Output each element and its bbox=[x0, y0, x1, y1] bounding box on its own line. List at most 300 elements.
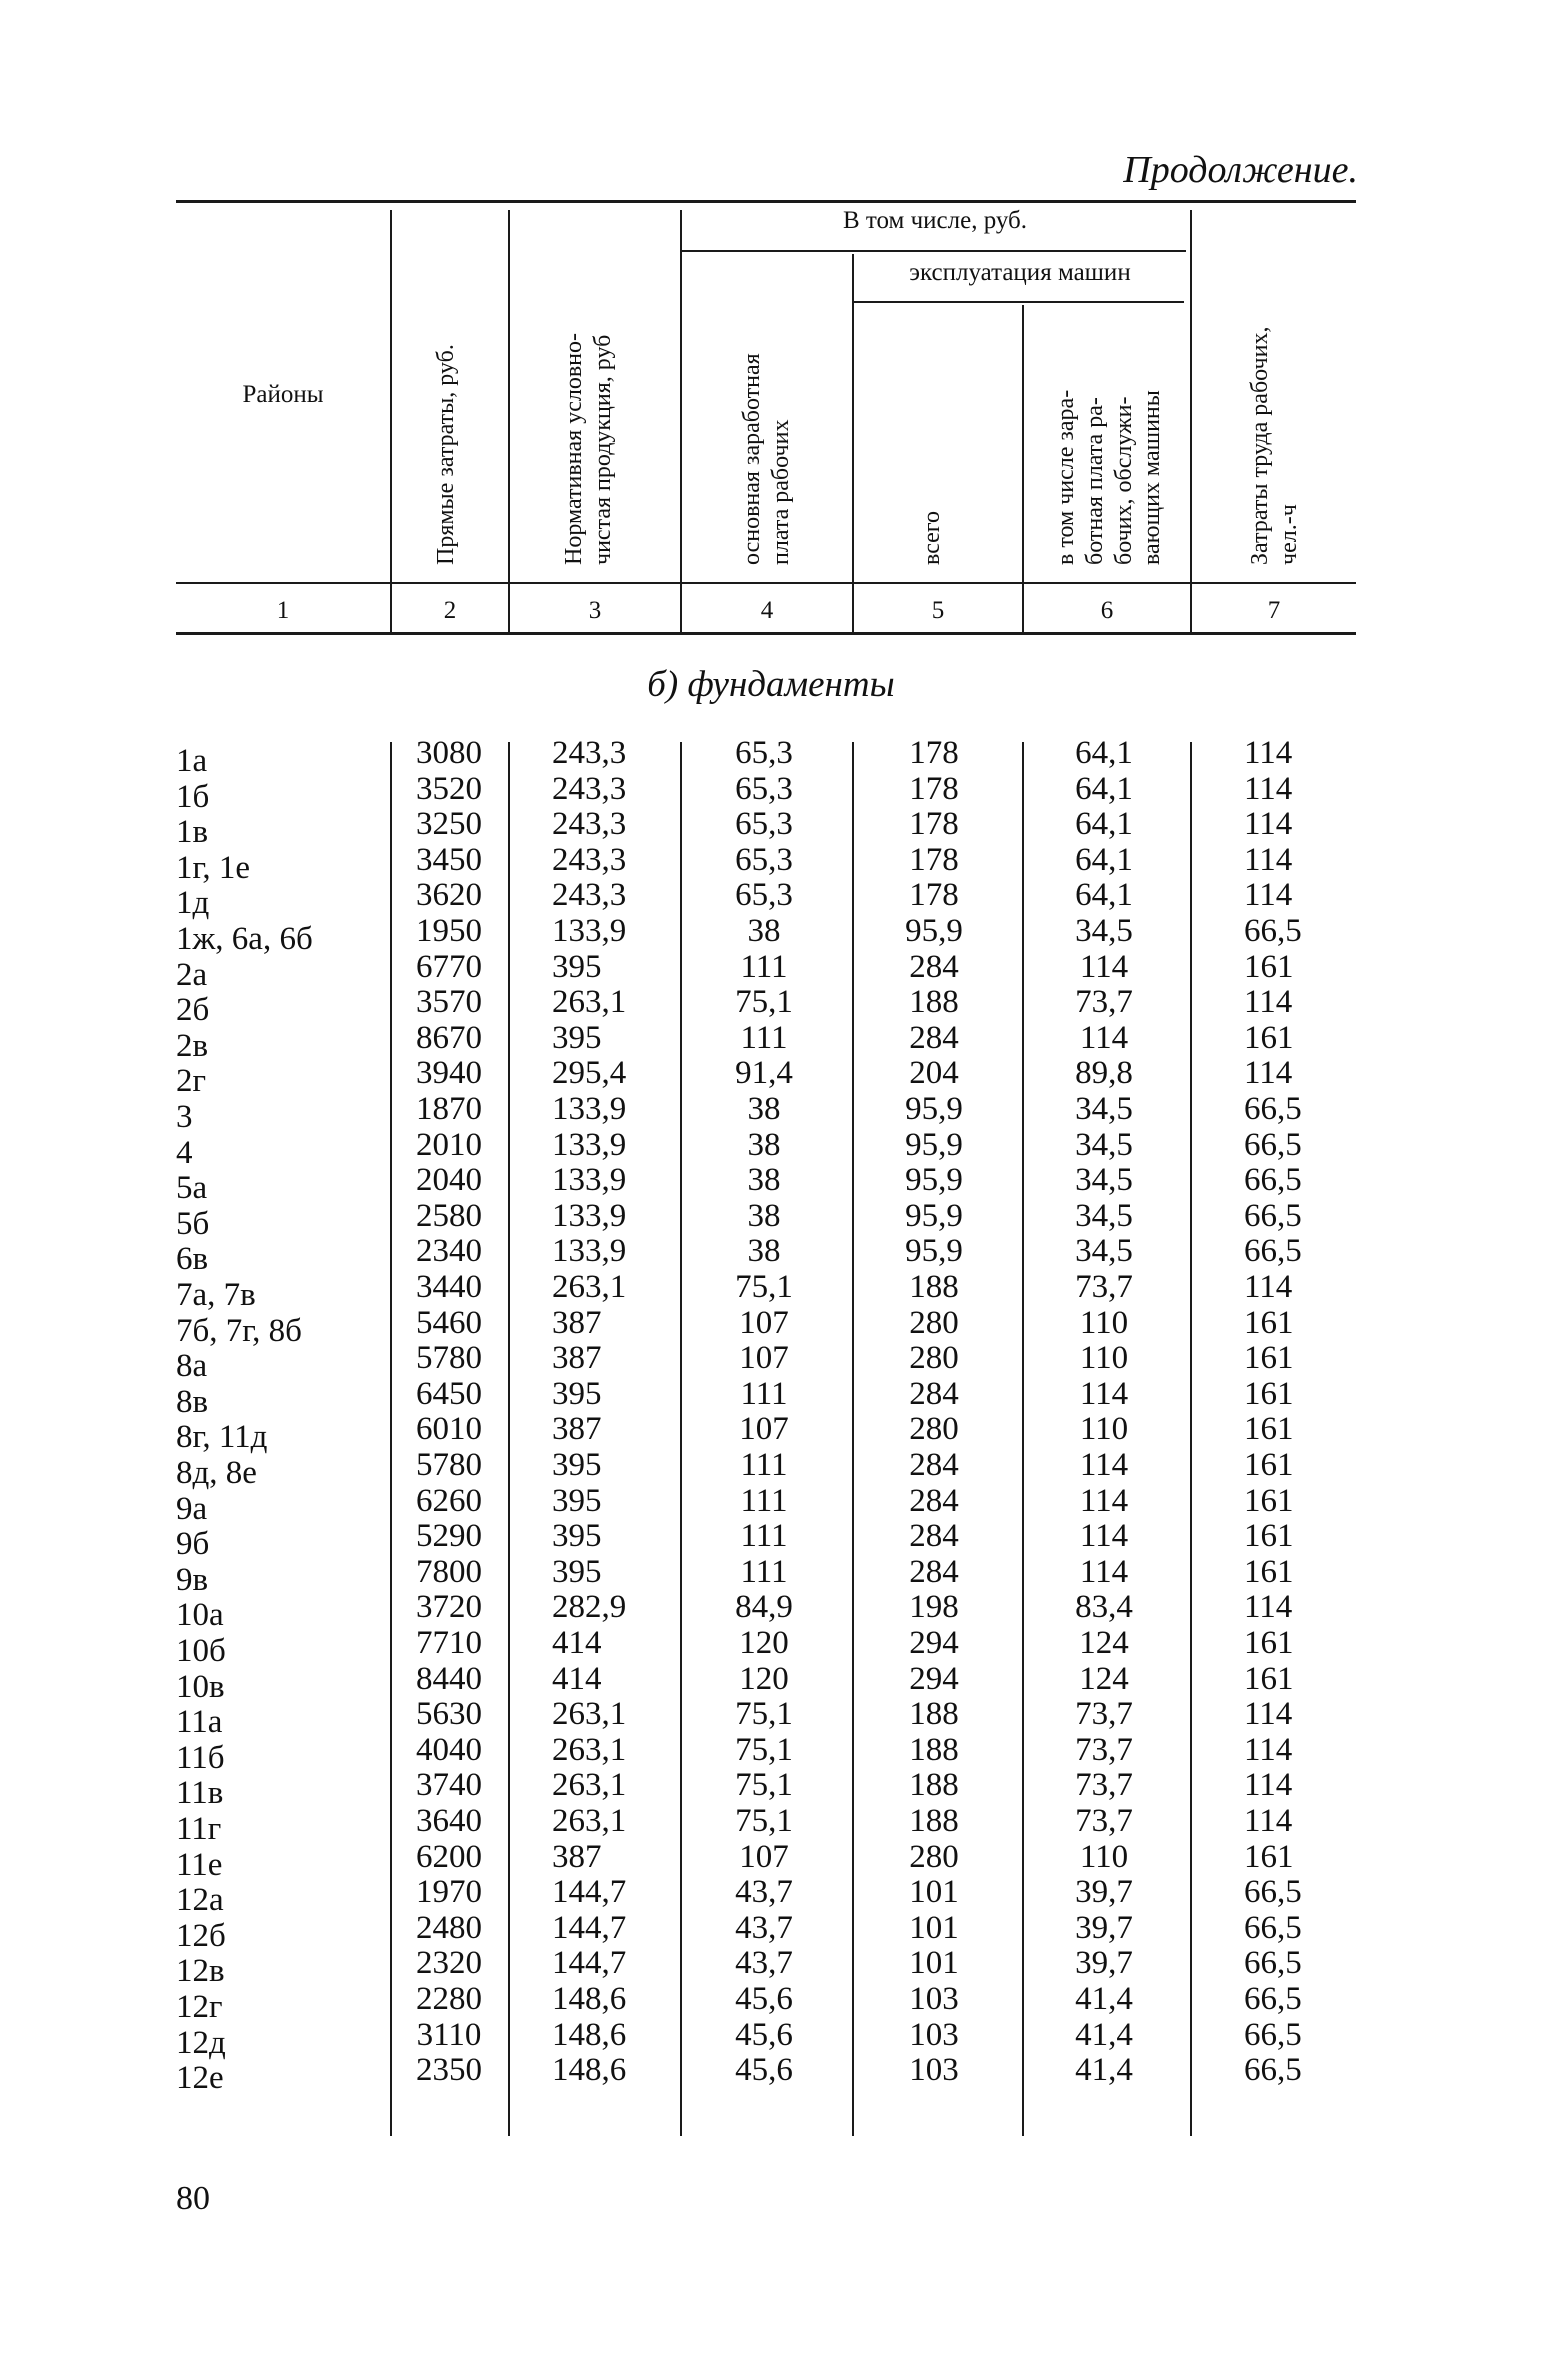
table-row bbox=[0, 1731, 1542, 1776]
header-vline-5 bbox=[1022, 305, 1024, 632]
machine-total-cell: 95,9 bbox=[905, 1162, 963, 1199]
machine-wages-cell: 114 bbox=[1079, 1553, 1129, 1590]
machine-wages-cell: 110 bbox=[1079, 1411, 1129, 1448]
numbers-bottom-rule bbox=[176, 632, 1356, 635]
table-row bbox=[0, 1589, 1542, 1634]
machine-wages-cell: 34,5 bbox=[1075, 1233, 1133, 1270]
normative-products-cell: 395 bbox=[552, 948, 602, 985]
normative-products-cell: 395 bbox=[552, 1019, 602, 1056]
header-including-group: В том числе, руб. bbox=[842, 207, 1028, 234]
table-row bbox=[0, 1945, 1542, 1990]
normative-products-cell: 414 bbox=[552, 1660, 602, 1697]
district-cell: 12в bbox=[176, 1953, 225, 1990]
labor-costs-cell: 66,5 bbox=[1244, 1981, 1302, 2017]
table-row bbox=[0, 770, 1542, 815]
machine-wages-cell: 110 bbox=[1079, 1340, 1129, 1377]
direct-costs-cell: 3440 bbox=[416, 1269, 482, 1305]
base-wages-cell: 107 bbox=[739, 1340, 789, 1377]
machine-total-cell: 178 bbox=[909, 735, 959, 771]
labor-costs-cell: 161 bbox=[1244, 1447, 1294, 1483]
district-cell: 8а bbox=[176, 1348, 208, 1385]
labor-costs-cell: 66,5 bbox=[1244, 2052, 1302, 2089]
direct-costs-cell: 1970 bbox=[416, 1874, 482, 1911]
column-number-2: 2 bbox=[443, 597, 457, 624]
normative-products-cell: 387 bbox=[552, 1838, 602, 1875]
base-wages-cell: 75,1 bbox=[735, 1731, 793, 1768]
group-rule bbox=[680, 250, 1186, 252]
machine-total-cell: 284 bbox=[909, 1518, 959, 1555]
machine-total-cell: 280 bbox=[909, 1340, 959, 1377]
base-wages-cell: 38 bbox=[747, 913, 781, 949]
machine-wages-cell: 34,5 bbox=[1075, 1091, 1133, 1127]
base-wages-cell: 120 bbox=[739, 1625, 789, 1661]
normative-products-cell: 243,3 bbox=[552, 841, 627, 878]
machine-wages-cell: 114 bbox=[1079, 948, 1129, 985]
normative-products-cell: 133,9 bbox=[552, 913, 627, 949]
base-wages-cell: 38 bbox=[747, 1233, 781, 1270]
table-row bbox=[0, 1838, 1542, 1883]
machine-total-cell: 95,9 bbox=[905, 1233, 963, 1270]
table-row bbox=[0, 1981, 1542, 2025]
labor-costs-cell: 114 bbox=[1244, 1731, 1293, 1768]
column-number-4: 4 bbox=[760, 597, 774, 624]
district-cell: 4 bbox=[176, 1134, 193, 1171]
direct-costs-cell: 5780 bbox=[416, 1340, 482, 1377]
direct-costs-cell: 6200 bbox=[416, 1838, 482, 1875]
normative-products-cell: 387 bbox=[552, 1304, 602, 1341]
table-row bbox=[0, 1803, 1542, 1847]
labor-costs-cell: 66,5 bbox=[1244, 1233, 1302, 1270]
labor-costs-cell: 161 bbox=[1244, 1019, 1294, 1056]
labor-costs-cell: 66,5 bbox=[1244, 1945, 1302, 1982]
machine-total-cell: 95,9 bbox=[905, 1197, 963, 1234]
table-row bbox=[0, 1482, 1542, 1527]
page-number: 80 bbox=[176, 2180, 210, 2217]
district-cell: 8д, 8е bbox=[176, 1455, 257, 1491]
direct-costs-cell: 2350 bbox=[416, 2052, 482, 2089]
header-districts: Районы bbox=[242, 381, 324, 408]
normative-products-cell: 395 bbox=[552, 1518, 602, 1555]
district-cell: 11б bbox=[176, 1739, 225, 1776]
header-col6-line2: ботная плата ра- bbox=[1081, 397, 1108, 565]
district-cell: 1д bbox=[176, 885, 210, 922]
district-cell: 10а bbox=[176, 1597, 224, 1634]
direct-costs-cell: 2340 bbox=[416, 1233, 482, 1270]
normative-products-cell: 148,6 bbox=[552, 2016, 627, 2053]
table-row bbox=[0, 1269, 1542, 1313]
district-cell: 9а bbox=[176, 1490, 208, 1527]
machine-total-cell: 178 bbox=[909, 770, 959, 807]
header-col7-line2: чел.-ч bbox=[1275, 504, 1302, 565]
base-wages-cell: 43,7 bbox=[735, 1909, 793, 1946]
labor-costs-cell: 66,5 bbox=[1244, 2016, 1302, 2053]
direct-costs-cell: 3080 bbox=[416, 735, 482, 771]
district-cell: 1ж, 6а, 6б bbox=[176, 921, 313, 957]
district-cell: 5а bbox=[176, 1170, 208, 1207]
district-cell: 12б bbox=[176, 1917, 226, 1954]
header-col3-line2: чистая продукция, руб bbox=[589, 334, 616, 565]
direct-costs-cell: 2320 bbox=[416, 1945, 482, 1982]
direct-costs-cell: 7800 bbox=[416, 1553, 482, 1590]
normative-products-cell: 144,7 bbox=[552, 1945, 627, 1982]
header-vline-3 bbox=[680, 210, 682, 632]
base-wages-cell: 107 bbox=[739, 1838, 789, 1875]
machine-wages-cell: 64,1 bbox=[1075, 770, 1133, 807]
column-number-5: 5 bbox=[931, 597, 945, 624]
labor-costs-cell: 114 bbox=[1244, 735, 1293, 771]
labor-costs-cell: 114 bbox=[1244, 1696, 1293, 1733]
district-cell: 7б, 7г, 8б bbox=[176, 1312, 302, 1349]
normative-products-cell: 395 bbox=[552, 1553, 602, 1590]
base-wages-cell: 75,1 bbox=[735, 1803, 793, 1839]
normative-products-cell: 133,9 bbox=[552, 1091, 627, 1127]
district-cell: 2а bbox=[176, 956, 208, 993]
machine-total-cell: 178 bbox=[909, 877, 959, 914]
direct-costs-cell: 4040 bbox=[416, 1731, 482, 1768]
machine-total-cell: 103 bbox=[909, 2016, 959, 2053]
machine-wages-cell: 41,4 bbox=[1075, 2052, 1133, 2089]
machine-total-cell: 188 bbox=[909, 1803, 959, 1839]
direct-costs-cell: 3620 bbox=[416, 877, 482, 914]
normative-products-cell: 133,9 bbox=[552, 1162, 627, 1199]
machine-wages-cell: 39,7 bbox=[1075, 1874, 1133, 1911]
labor-costs-cell: 66,5 bbox=[1244, 1874, 1302, 1911]
machine-wages-cell: 34,5 bbox=[1075, 1126, 1133, 1163]
district-cell: 12е bbox=[176, 2060, 224, 2097]
machine-wages-cell: 114 bbox=[1079, 1482, 1129, 1519]
header-direct-costs: Прямые затраты, руб. bbox=[433, 344, 459, 565]
base-wages-cell: 38 bbox=[747, 1162, 781, 1199]
direct-costs-cell: 3640 bbox=[416, 1803, 482, 1839]
machine-total-cell: 198 bbox=[909, 1589, 959, 1626]
labor-costs-cell: 114 bbox=[1244, 984, 1293, 1021]
labor-costs-cell: 114 bbox=[1244, 1269, 1293, 1305]
table-row bbox=[0, 1411, 1542, 1456]
machine-total-cell: 280 bbox=[909, 1304, 959, 1341]
base-wages-cell: 43,7 bbox=[735, 1945, 793, 1982]
base-wages-cell: 75,1 bbox=[735, 984, 793, 1021]
base-wages-cell: 45,6 bbox=[735, 1981, 793, 2017]
district-cell: 10в bbox=[176, 1668, 225, 1705]
labor-costs-cell: 66,5 bbox=[1244, 1909, 1302, 1946]
direct-costs-cell: 5630 bbox=[416, 1696, 482, 1733]
base-wages-cell: 45,6 bbox=[735, 2052, 793, 2089]
table-row bbox=[0, 841, 1542, 886]
direct-costs-cell: 3250 bbox=[416, 806, 482, 843]
normative-products-cell: 395 bbox=[552, 1375, 602, 1412]
table-row bbox=[0, 1126, 1542, 1171]
direct-costs-cell: 3740 bbox=[416, 1767, 482, 1804]
machine-total-cell: 294 bbox=[909, 1625, 959, 1661]
table-row bbox=[0, 1019, 1542, 1064]
table-row bbox=[0, 1696, 1542, 1741]
district-cell: 9в bbox=[176, 1561, 209, 1598]
labor-costs-cell: 114 bbox=[1244, 877, 1293, 914]
labor-costs-cell: 114 bbox=[1244, 770, 1293, 807]
district-cell: 1а bbox=[176, 743, 208, 779]
labor-costs-cell: 161 bbox=[1244, 1518, 1294, 1555]
header-bottom-rule bbox=[176, 582, 1356, 584]
table-row bbox=[0, 1162, 1542, 1207]
direct-costs-cell: 3450 bbox=[416, 841, 482, 878]
labor-costs-cell: 66,5 bbox=[1244, 1162, 1302, 1199]
machine-wages-cell: 73,7 bbox=[1075, 1803, 1133, 1839]
machine-wages-cell: 39,7 bbox=[1075, 1945, 1133, 1982]
district-cell: 1б bbox=[176, 778, 210, 815]
normative-products-cell: 395 bbox=[552, 1482, 602, 1519]
machine-total-cell: 284 bbox=[909, 948, 959, 985]
header-vline-6 bbox=[1190, 210, 1192, 632]
normative-products-cell: 295,4 bbox=[552, 1055, 627, 1092]
machine-total-cell: 103 bbox=[909, 2052, 959, 2089]
direct-costs-cell: 6010 bbox=[416, 1411, 482, 1448]
labor-costs-cell: 114 bbox=[1244, 1589, 1293, 1626]
labor-costs-cell: 161 bbox=[1244, 948, 1294, 985]
direct-costs-cell: 6260 bbox=[416, 1482, 482, 1519]
base-wages-cell: 91,4 bbox=[735, 1055, 793, 1092]
base-wages-cell: 107 bbox=[739, 1304, 789, 1341]
normative-products-cell: 263,1 bbox=[552, 1696, 627, 1733]
header-vline-2 bbox=[508, 210, 510, 632]
machine-wages-cell: 34,5 bbox=[1075, 1197, 1133, 1234]
district-cell: 9б bbox=[176, 1526, 210, 1563]
table-row bbox=[0, 1660, 1542, 1705]
column-number-6: 6 bbox=[1100, 597, 1114, 624]
district-cell: 10б bbox=[176, 1633, 226, 1669]
normative-products-cell: 387 bbox=[552, 1411, 602, 1448]
header-top-rule bbox=[176, 200, 1356, 203]
base-wages-cell: 65,3 bbox=[735, 770, 793, 807]
machine-total-cell: 95,9 bbox=[905, 1126, 963, 1163]
district-cell: 2г bbox=[176, 1063, 207, 1100]
labor-costs-cell: 66,5 bbox=[1244, 1197, 1302, 1234]
machine-wages-cell: 41,4 bbox=[1075, 2016, 1133, 2053]
direct-costs-cell: 3720 bbox=[416, 1589, 482, 1626]
district-cell: 5б bbox=[176, 1205, 210, 1242]
machine-wages-cell: 114 bbox=[1079, 1375, 1129, 1412]
labor-costs-cell: 161 bbox=[1244, 1553, 1294, 1590]
table-row bbox=[0, 735, 1542, 779]
table-row bbox=[0, 2016, 1542, 2061]
labor-costs-cell: 114 bbox=[1244, 1803, 1293, 1839]
base-wages-cell: 43,7 bbox=[735, 1874, 793, 1911]
normative-products-cell: 263,1 bbox=[552, 1803, 627, 1839]
machine-wages-cell: 83,4 bbox=[1075, 1589, 1133, 1626]
table-row bbox=[0, 1233, 1542, 1278]
labor-costs-cell: 161 bbox=[1244, 1304, 1294, 1341]
district-cell: 11в bbox=[176, 1775, 224, 1812]
district-cell: 6в bbox=[176, 1241, 209, 1278]
district-cell: 12г bbox=[176, 1989, 223, 2025]
district-cell: 11г bbox=[176, 1811, 222, 1847]
direct-costs-cell: 3570 bbox=[416, 984, 482, 1021]
direct-costs-cell: 2040 bbox=[416, 1162, 482, 1199]
machine-wages-cell: 64,1 bbox=[1075, 735, 1133, 771]
table-row bbox=[0, 1197, 1542, 1242]
base-wages-cell: 75,1 bbox=[735, 1767, 793, 1804]
header-normative-products bbox=[560, 333, 618, 565]
machine-wages-cell: 124 bbox=[1079, 1625, 1129, 1661]
machine-total-cell: 188 bbox=[909, 984, 959, 1021]
machine-wages-cell: 64,1 bbox=[1075, 841, 1133, 878]
labor-costs-cell: 161 bbox=[1244, 1340, 1294, 1377]
labor-costs-cell: 161 bbox=[1244, 1625, 1294, 1661]
machine-total-cell: 284 bbox=[909, 1553, 959, 1590]
header-base-wages bbox=[738, 353, 796, 565]
district-cell: 7а, 7в bbox=[176, 1277, 256, 1313]
direct-costs-cell: 1950 bbox=[416, 913, 482, 949]
direct-costs-cell: 3520 bbox=[416, 770, 482, 807]
normative-products-cell: 263,1 bbox=[552, 1269, 627, 1305]
machine-total-cell: 188 bbox=[909, 1731, 959, 1768]
machine-total-cell: 188 bbox=[909, 1696, 959, 1733]
continuation-label: Продолжение. bbox=[1123, 149, 1358, 191]
machine-total-cell: 284 bbox=[909, 1447, 959, 1483]
column-number-3: 3 bbox=[588, 597, 602, 624]
header-vline-4 bbox=[852, 254, 854, 632]
table-row bbox=[0, 1304, 1542, 1349]
header-vline-1 bbox=[390, 210, 392, 632]
table-row bbox=[0, 1375, 1542, 1420]
machine-wages-cell: 73,7 bbox=[1075, 1767, 1133, 1804]
machine-total-cell: 188 bbox=[909, 1269, 959, 1305]
direct-costs-cell: 8440 bbox=[416, 1660, 482, 1697]
machine-wages-cell: 73,7 bbox=[1075, 984, 1133, 1021]
base-wages-cell: 38 bbox=[747, 1091, 781, 1127]
normative-products-cell: 263,1 bbox=[552, 1731, 627, 1768]
labor-costs-cell: 114 bbox=[1244, 806, 1293, 843]
labor-costs-cell: 114 bbox=[1244, 1767, 1293, 1804]
table-row bbox=[0, 913, 1542, 957]
table-row bbox=[0, 948, 1542, 993]
labor-costs-cell: 66,5 bbox=[1244, 1091, 1302, 1127]
header-col6-line1: в том числе зара- bbox=[1053, 389, 1079, 565]
table-row bbox=[0, 1909, 1542, 1954]
base-wages-cell: 111 bbox=[740, 1482, 788, 1519]
base-wages-cell: 111 bbox=[740, 1447, 788, 1483]
labor-costs-cell: 66,5 bbox=[1244, 913, 1302, 949]
machine-total-cell: 178 bbox=[909, 841, 959, 878]
district-cell: 8в bbox=[176, 1383, 209, 1420]
normative-products-cell: 395 bbox=[552, 1447, 602, 1483]
header-col4-line1: основная заработная bbox=[739, 353, 765, 565]
direct-costs-cell: 5780 bbox=[416, 1447, 482, 1483]
machine-total-cell: 280 bbox=[909, 1838, 959, 1875]
district-cell: 2б bbox=[176, 992, 210, 1029]
machine-total-cell: 204 bbox=[909, 1055, 959, 1092]
normative-products-cell: 148,6 bbox=[552, 2052, 627, 2089]
direct-costs-cell: 5460 bbox=[416, 1304, 482, 1341]
header-machine-operation: эксплуатация машин bbox=[909, 259, 1131, 286]
labor-costs-cell: 66,5 bbox=[1244, 1126, 1302, 1163]
table-row bbox=[0, 1625, 1542, 1669]
machine-total-cell: 284 bbox=[909, 1482, 959, 1519]
machine-wages-cell: 41,4 bbox=[1075, 1981, 1133, 2017]
machine-total-cell: 95,9 bbox=[905, 913, 963, 949]
table-row bbox=[0, 1874, 1542, 1919]
direct-costs-cell: 2010 bbox=[416, 1126, 482, 1163]
district-cell: 8г, 11д bbox=[176, 1419, 268, 1456]
machine-total-cell: 178 bbox=[909, 806, 959, 843]
machine-wages-cell: 73,7 bbox=[1075, 1696, 1133, 1733]
machine-wages-cell: 114 bbox=[1079, 1447, 1129, 1483]
normative-products-cell: 148,6 bbox=[552, 1981, 627, 2017]
table-row bbox=[0, 1553, 1542, 1598]
table-row bbox=[0, 1518, 1542, 1563]
machine-wages-cell: 110 bbox=[1079, 1838, 1129, 1875]
header-col4-line2: плата рабочих bbox=[767, 419, 794, 565]
normative-products-cell: 263,1 bbox=[552, 1767, 627, 1804]
base-wages-cell: 65,3 bbox=[735, 735, 793, 771]
district-cell: 3 bbox=[176, 1099, 193, 1135]
base-wages-cell: 38 bbox=[747, 1126, 781, 1163]
normative-products-cell: 387 bbox=[552, 1340, 602, 1377]
header-col6-line4: вающих машины bbox=[1139, 390, 1166, 565]
direct-costs-cell: 7710 bbox=[416, 1625, 482, 1661]
base-wages-cell: 111 bbox=[740, 1553, 788, 1590]
district-cell: 11а bbox=[176, 1704, 223, 1741]
header-labor-costs bbox=[1246, 327, 1304, 565]
machine-wages-cell: 114 bbox=[1079, 1518, 1129, 1555]
machine-wages-cell: 114 bbox=[1079, 1019, 1129, 1056]
labor-costs-cell: 161 bbox=[1244, 1838, 1294, 1875]
labor-costs-cell: 114 bbox=[1244, 841, 1293, 878]
direct-costs-cell: 3940 bbox=[416, 1055, 482, 1092]
labor-costs-cell: 161 bbox=[1244, 1375, 1294, 1412]
base-wages-cell: 120 bbox=[739, 1660, 789, 1697]
direct-costs-cell: 1870 bbox=[416, 1091, 482, 1127]
machine-wages-cell: 124 bbox=[1079, 1660, 1129, 1697]
district-cell: 2в bbox=[176, 1027, 209, 1064]
base-wages-cell: 65,3 bbox=[735, 841, 793, 878]
table-row bbox=[0, 2052, 1542, 2097]
machine-total-cell: 284 bbox=[909, 1019, 959, 1056]
table-row bbox=[0, 1447, 1542, 1491]
base-wages-cell: 65,3 bbox=[735, 877, 793, 914]
table-row bbox=[0, 1340, 1542, 1385]
machine-total-cell: 95,9 bbox=[905, 1091, 963, 1127]
base-wages-cell: 75,1 bbox=[735, 1696, 793, 1733]
district-cell: 12а bbox=[176, 1882, 224, 1919]
machine-wages-cell: 73,7 bbox=[1075, 1731, 1133, 1768]
machine-wages-cell: 73,7 bbox=[1075, 1269, 1133, 1305]
machine-wages-cell: 34,5 bbox=[1075, 1162, 1133, 1199]
machine-total-cell: 280 bbox=[909, 1411, 959, 1448]
normative-products-cell: 282,9 bbox=[552, 1589, 627, 1626]
machine-total-cell: 101 bbox=[909, 1945, 959, 1982]
direct-costs-cell: 6450 bbox=[416, 1375, 482, 1412]
direct-costs-cell: 2280 bbox=[416, 1981, 482, 2017]
base-wages-cell: 75,1 bbox=[735, 1269, 793, 1305]
header-col7-line1: Затраты труда рабочих, bbox=[1247, 326, 1273, 565]
base-wages-cell: 111 bbox=[740, 1375, 788, 1412]
labor-costs-cell: 161 bbox=[1244, 1411, 1294, 1448]
machine-wages-cell: 64,1 bbox=[1075, 877, 1133, 914]
normative-products-cell: 133,9 bbox=[552, 1233, 627, 1270]
column-number-7: 7 bbox=[1267, 597, 1281, 624]
table-row bbox=[0, 806, 1542, 851]
normative-products-cell: 133,9 bbox=[552, 1197, 627, 1234]
base-wages-cell: 45,6 bbox=[735, 2016, 793, 2053]
machine-total-cell: 294 bbox=[909, 1660, 959, 1697]
labor-costs-cell: 161 bbox=[1244, 1660, 1294, 1697]
subgroup-rule bbox=[854, 301, 1184, 303]
machine-wages-cell: 64,1 bbox=[1075, 806, 1133, 843]
district-cell: 11е bbox=[176, 1846, 223, 1883]
header-col6-line3: бочих, обслужи- bbox=[1110, 396, 1137, 565]
base-wages-cell: 111 bbox=[740, 1518, 788, 1555]
normative-products-cell: 144,7 bbox=[552, 1874, 627, 1911]
